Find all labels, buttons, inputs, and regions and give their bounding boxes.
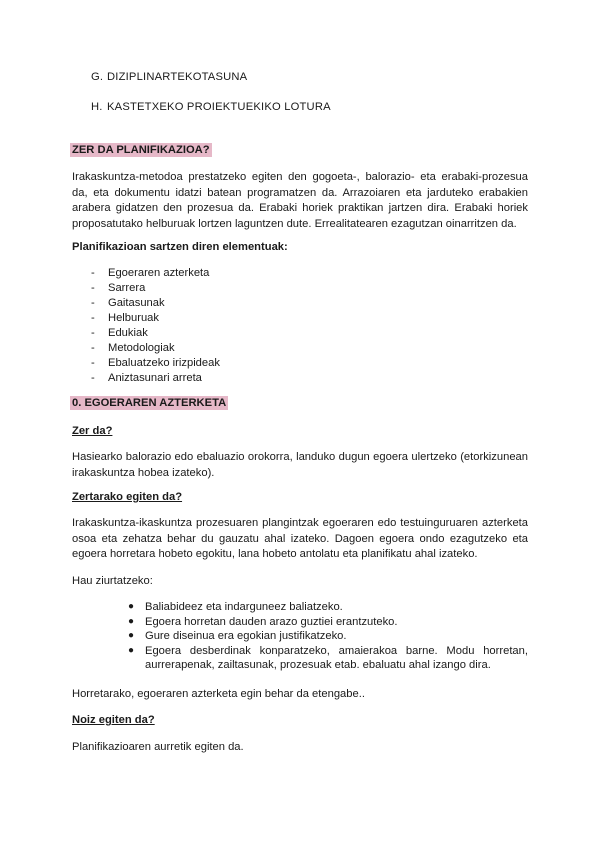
list-item-text: Aniztasunari arreta — [108, 372, 202, 384]
dash-marker: - — [91, 342, 95, 354]
section-heading-egoera — [72, 397, 228, 409]
bullet-marker: ● — [128, 644, 135, 656]
list-item-text: Sarrera — [108, 282, 146, 294]
list-item — [91, 326, 220, 341]
list-item-text: Metodologiak — [108, 342, 175, 354]
list-item-text: Baliabideez eta indarguneez baliatzeko. — [145, 601, 343, 613]
question-heading-zertarako: Zertarako egiten da? — [72, 491, 183, 503]
bullet-marker: ● — [128, 601, 135, 612]
list-item-text: Egoera desberdinak konparatzeko, amaierakoa barne. Modu horretan, aurrerapenak, zailtasunak, prozesuak etab. ebaluatu ahal izango dira. — [145, 644, 528, 671]
planifikazioa-paragraph: Irakaskuntza-metodoa prestatzeko egiten den gogoeta-, balorazio- eta erabaki-prozesua da, eta dokumentu idatzi batean programatzen da. Arrazoiaren eta jarduteko erabakien arabera gidatzen den prozesua da. Erabaki horiek praktikan jartzen dira. Erabaki horiek proposatutako helburuak lortzen laguntzen dute. Errealitatearen ezagutzan oinarritzen da. — [72, 171, 528, 230]
bullet-list — [127, 600, 528, 673]
bullet-marker: ● — [128, 630, 135, 641]
list-item-text: Egoera horretan dauden arazo guztiei erantzuteko. — [145, 615, 398, 628]
list-item — [91, 371, 220, 386]
list-item — [127, 644, 528, 673]
list-item-text: Gaitasunak — [108, 297, 165, 309]
ensure-intro: Hau ziurtatzeko: — [72, 575, 153, 587]
section-heading-planifikazioa — [72, 144, 212, 156]
list-item — [91, 266, 220, 281]
outline-letter: G. — [91, 71, 104, 83]
list-item — [91, 281, 220, 296]
outline-text: KASTETXEKO PROIEKTUEKIKO LOTURA — [107, 101, 331, 113]
heading-highlight: 0. EGOERAREN AZTERKETA — [72, 397, 227, 409]
list-item — [91, 296, 220, 311]
list-item-text: Ebaluatzeko irizpideak — [108, 357, 220, 369]
bullet-marker: ● — [128, 615, 135, 627]
outline-text: DIZIPLINARTEKOTASUNA — [107, 71, 248, 83]
outline-item-h — [91, 101, 331, 113]
list-item — [127, 629, 528, 644]
dash-marker: - — [91, 357, 95, 369]
list-item — [127, 615, 528, 630]
heading-highlight: ZER DA PLANIFIKAZIOA? — [72, 144, 210, 156]
noiz-paragraph: Planifikazioaren aurretik egiten da. — [72, 741, 244, 753]
elements-heading: Planifikazioan sartzen diren elementuak: — [72, 241, 288, 253]
list-item — [91, 341, 220, 356]
list-item-text: Edukiak — [108, 327, 148, 339]
dash-marker: - — [91, 282, 95, 294]
zertarako-paragraph: Irakaskuntza-ikaskuntza prozesuaren plangintzak egoeraren edo testuinguruaren azterketa osoa eta zehatza behar du gauzatu ahal izateko. Dagoen egoera ondo ezagutzeko eta egoera horretara hobeto egokitu, lana hobeto antolatu eta planifikatu ahal izateko. — [72, 517, 528, 560]
dash-marker: - — [91, 312, 95, 324]
elements-list — [91, 266, 220, 386]
outline-item-g — [91, 71, 247, 83]
zer-da-paragraph: Hasiearko balorazio edo ebaluazio orokorra, landuko dugun egoera ulertzeko (etorkizunean irakaskuntza hobea izateko). — [72, 451, 528, 479]
dash-marker: - — [91, 297, 95, 309]
list-item — [91, 311, 220, 326]
list-item-text: Egoeraren azterketa — [108, 267, 210, 279]
conclusion-paragraph: Horretarako, egoeraren azterketa egin behar da etengabe.. — [72, 688, 365, 700]
list-item — [91, 356, 220, 371]
dash-marker: - — [91, 267, 95, 279]
list-item — [127, 600, 528, 615]
question-heading-zer-da: Zer da? — [72, 425, 113, 437]
dash-marker: - — [91, 327, 95, 339]
outline-letter: H. — [91, 101, 103, 113]
list-item-text: Gure diseinua era egokian justifikatzeko. — [145, 630, 347, 642]
question-heading-noiz: Noiz egiten da? — [72, 714, 155, 726]
list-item-text: Helburuak — [108, 312, 159, 324]
dash-marker: - — [91, 372, 95, 384]
